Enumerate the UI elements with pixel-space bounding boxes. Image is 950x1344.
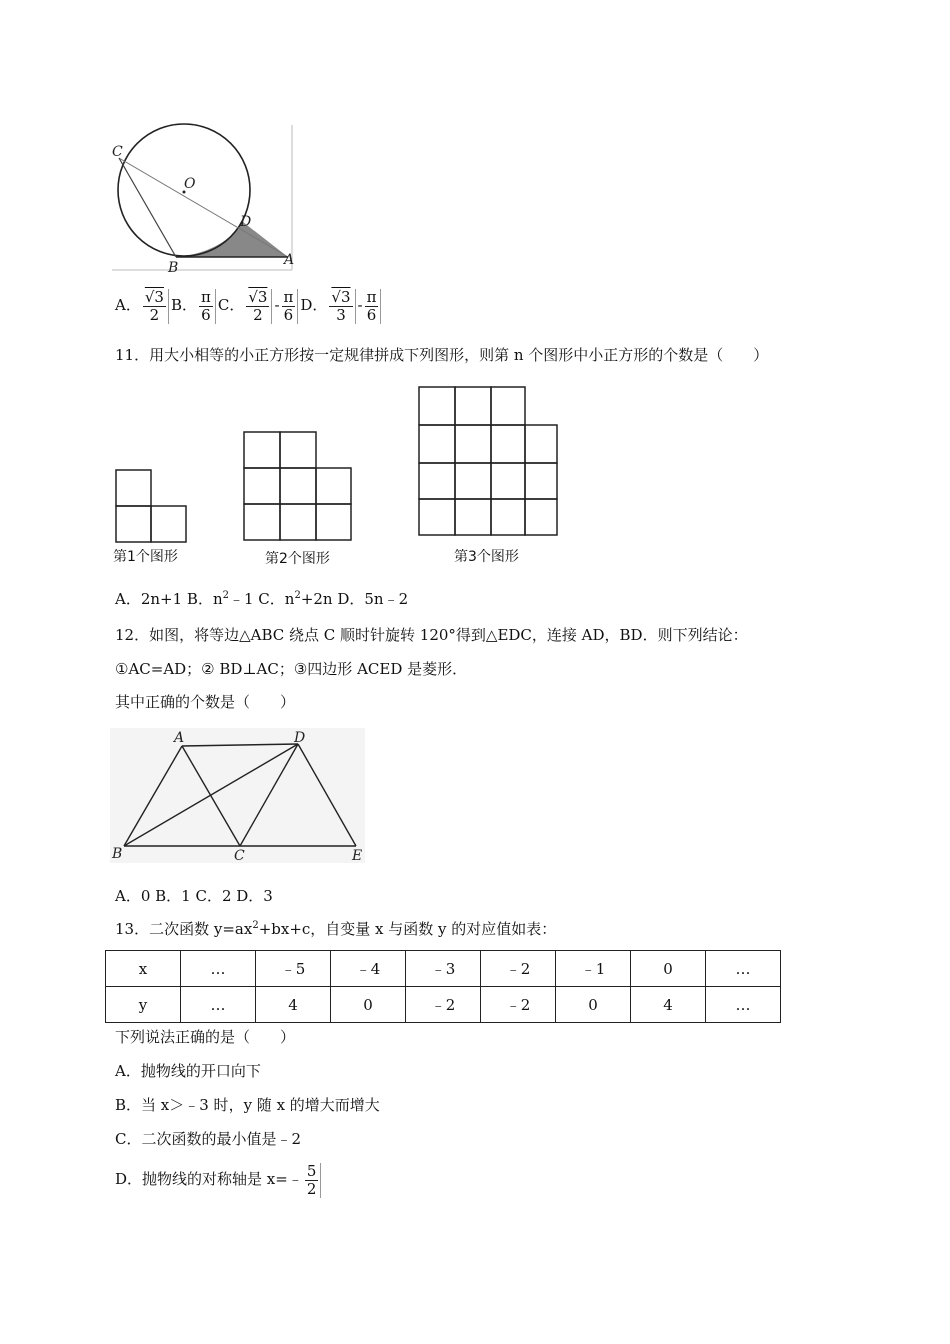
caption-figure-3: 第3个图形 bbox=[454, 549, 519, 565]
q12-question: 其中正确的个数是（ ） bbox=[115, 693, 296, 711]
value-table bbox=[105, 950, 781, 1023]
table-cell: … bbox=[181, 987, 256, 1023]
square-pattern-figure-3 bbox=[417, 385, 559, 537]
table-cell: y bbox=[106, 987, 181, 1023]
table-cell: 0 bbox=[331, 987, 406, 1023]
table-row-x bbox=[106, 951, 781, 987]
label-a: A bbox=[284, 252, 295, 268]
table-cell: ﹣2 bbox=[481, 951, 556, 987]
table-row-y bbox=[106, 987, 781, 1023]
label-c: C bbox=[234, 848, 245, 864]
label-b: B bbox=[168, 260, 179, 276]
circle-tangent-figure bbox=[110, 122, 300, 277]
table-cell: ﹣3 bbox=[406, 951, 481, 987]
caption-figure-1: 第1个图形 bbox=[113, 549, 178, 565]
table-cell: 0 bbox=[631, 951, 706, 987]
table-cell: ﹣4 bbox=[331, 951, 406, 987]
table-cell: 0 bbox=[556, 987, 631, 1023]
q10-options: A． $\frac{√3}{2}$ B． $\frac{\pi}{6}$ C． $\frac{√3}{2}$ - $\frac{\pi}{6}$ D． $\frac{√3}{3}$ - $\frac{\pi}{6}$ bbox=[115, 282, 383, 328]
label-e: E bbox=[352, 848, 363, 864]
label-d: D bbox=[294, 730, 306, 746]
table-cell: ﹣5 bbox=[256, 951, 331, 987]
q12-conclusions: ①AC=AD；② BD⊥AC；③四边形 ACED 是菱形． bbox=[115, 660, 468, 678]
q12-options: A．0 B．1 C．2 D．3 bbox=[115, 887, 273, 905]
table-cell: ﹣2 bbox=[481, 987, 556, 1023]
table-cell: ﹣1 bbox=[556, 951, 631, 987]
table-cell: ﹣2 bbox=[406, 987, 481, 1023]
table-cell: … bbox=[706, 987, 781, 1023]
label-o: O bbox=[184, 176, 196, 192]
q13-question: 下列说法正确的是（ ） bbox=[115, 1028, 296, 1046]
q13-stem: 13．二次函数 $y=ax^2+bx+c$，自变量 x 与函数 y 的对应值如表： bbox=[115, 920, 557, 938]
square-pattern-figure-2 bbox=[243, 430, 353, 542]
table-cell: 4 bbox=[256, 987, 331, 1023]
q13-option-b: B．当 x＞﹣3 时，y 随 x 的增大而增大 bbox=[115, 1096, 380, 1114]
square-pattern-figure-1 bbox=[114, 468, 190, 546]
q13-option-d: D．抛物线的对称轴是 x=﹣ $\frac{5}{2}$ bbox=[115, 1158, 323, 1200]
q11-options: A．2n+1 B．$n^2﹣1$ C．$n^2+2n$ D．5n﹣2 bbox=[115, 590, 409, 608]
rhombus-triangle-figure bbox=[110, 726, 370, 866]
label-a: A bbox=[174, 730, 185, 746]
q11-stem: 11．用大小相等的小正方形按一定规律拼成下列图形，则第 n 个图形中小正方形的个数是（ ） bbox=[115, 346, 769, 364]
q12-stem: 12．如图，将等边△ABC 绕点 C 顺时针旋转 120°得到△EDC，连接 AD，BD．则下列结论： bbox=[115, 626, 748, 644]
table-cell: … bbox=[181, 951, 256, 987]
label-d: D bbox=[240, 214, 252, 230]
q13-option-c: C．二次函数的最小值是﹣2 bbox=[115, 1130, 302, 1148]
label-c: C bbox=[112, 144, 123, 160]
q13-option-a: A．抛物线的开口向下 bbox=[115, 1062, 261, 1080]
table-cell: … bbox=[706, 951, 781, 987]
label-b: B bbox=[112, 846, 123, 862]
table-cell: x bbox=[106, 951, 181, 987]
table-cell: 4 bbox=[631, 987, 706, 1023]
caption-figure-2: 第2个图形 bbox=[265, 551, 330, 567]
